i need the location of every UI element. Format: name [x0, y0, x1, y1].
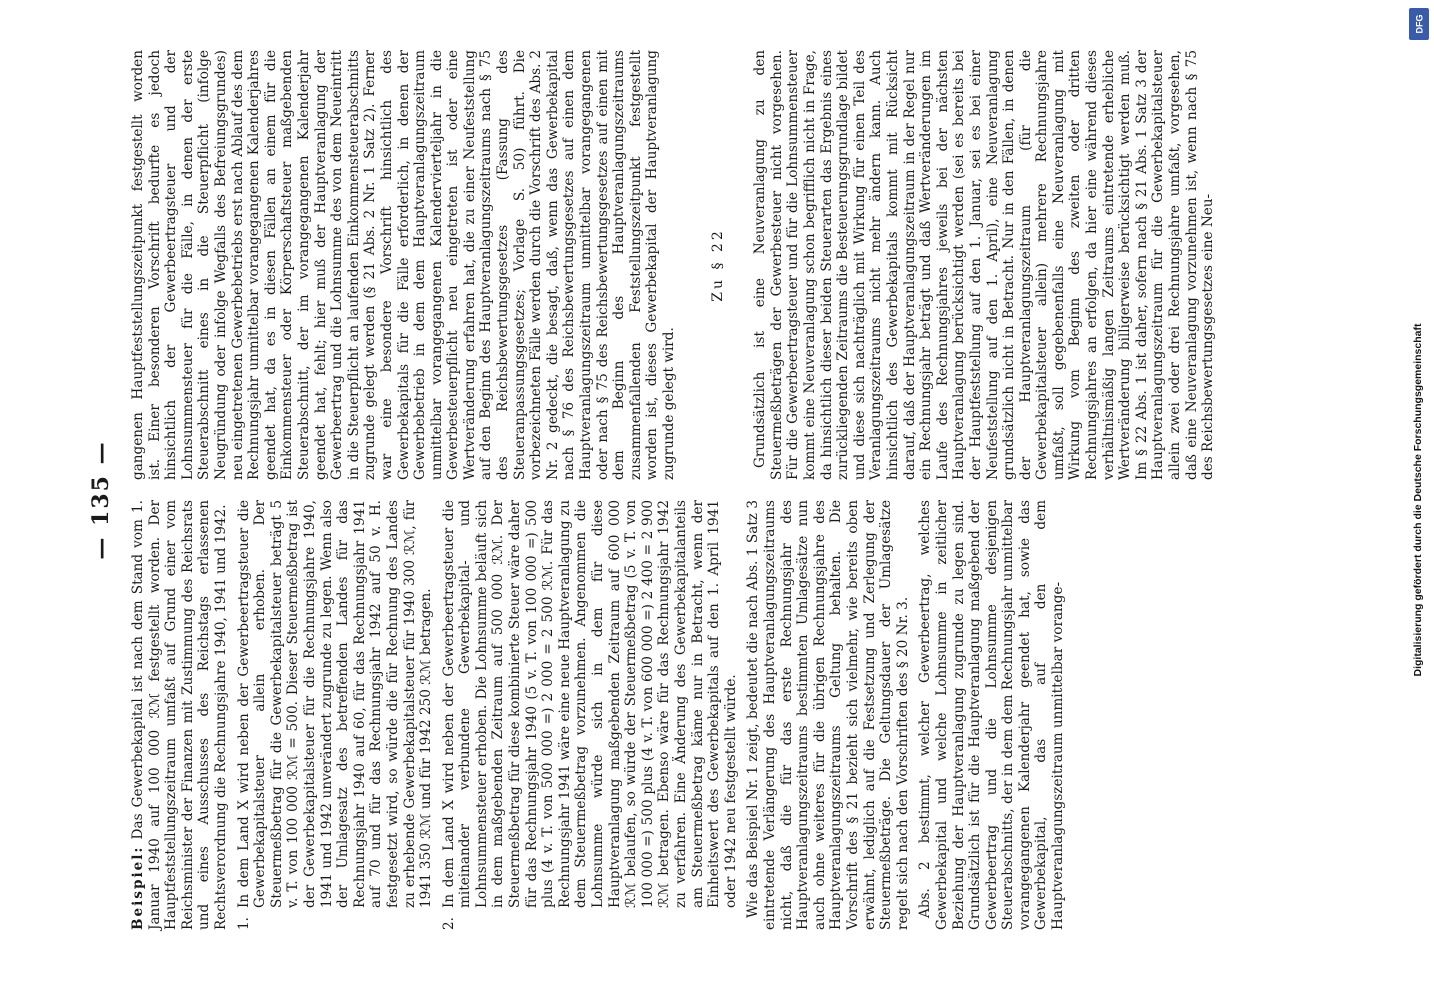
digitization-credit-text: Digitalisierung gefördert durch die Deutsche Forschungsgemeinschaft	[1412, 323, 1424, 677]
example-intro-text: Das Gewerbekapital ist nach dem Stand vom 1. Januar 1940 auf 100 000 ℛℳ festgestellt worden. Der Hauptfeststellungszeitraum umfaßt auf Grund einer vom Reichsminister der Finanzen mit Zustimmung des Reichsrats und eines Ausschusses des Reichstags erlassenen Rechtsverordnung die Rechnungsjahre 1940, 1941 und 1942.	[130, 500, 229, 930]
digitization-credit-strip	[1404, 0, 1432, 1000]
item-number: 1.	[235, 917, 252, 930]
page-number: — 135 —	[88, 440, 114, 560]
item-text: In dem Land X wird neben der Gewerbeertragsteuer die Gewerbekapitalsteuer allein erhoben. Der Steuermeßbetrag für die Gewerbekapitalsteuer beträgt 5 v. T. von 100 000 ℛℳ = 500. Dieser Steuermeßbetrag ist der Gewerbekapitalsteuer für die Rechnungsjahre 1940, 1941 und 1942 unverändert zugrunde zu legen. Wenn also der Umlagesatz des betreffenden Landes für das Rechnungsjahr 1940 auf 60, für das Rechnungsjahr 1941 auf 70 und für das Rechnungsjahr 1942 auf 50 v. H. festgesetzt wird, so würde die für Rechnung des Landes zu erhebende Gewerbekapitalsteuer für 1940 300 ℛℳ, für 1941 350 ℛℳ und für 1942 250 ℛℳ betragen.	[235, 500, 435, 908]
paragraph: Grundsätzlich ist eine Neuveranlagung zu den Steuermeßbeträgen der Gewerbesteuer nicht vorgesehen. Für die Gewerbeertragsteuer und für die Lohnsummensteuer kommt eine Neuveranlagung schon begrifflich nicht in Frage, da hinsichtlich dieser beiden Steuerarten das Ergebnis eines zurückliegenden Zeitraums die Besteuerungsgrundlage bildet und diese sich nachträglich mit Wirkung für einen Teil des Veranlagungszeitraums nicht mehr ändern kann. Auch hinsichtlich des Gewerbekapitals kommt mit Rücksicht darauf, daß der Hauptveranlagungszeitraum in der Regel nur ein Rechnungsjahr beträgt und daß Wertveränderungen im Laufe des Rechnungsjahres jeweils bei der nächsten Hauptveranlagung berücksichtigt werden (sei es bereits bei der Hauptfeststellung auf den 1. Januar, sei es bei einer Neufeststellung auf den 1. April), eine Neuveranlagung grundsätzlich nicht in Betracht. Nur in den Fällen, in denen der Hauptveranlagungszeitraum (für die Gewerbekapitalsteuer allein) mehrere Rechnungsjahre umfaßt, soll gegebenenfalls eine Neuveranlagung mit Wirkung vom Beginn des zweiten oder dritten Rechnungsjahres an erfolgen, da hier eine während dieses verhältnismäßig langen Zeitraums eintretende erhebliche Wertveränderung billigerweise berücksichtigt werden muß. Im § 22 Abs. 1 ist daher, sofern nach § 21 Abs. 1 Satz 3 der Hauptveranlagungszeitraum für die Gewerbekapitalsteuer allein zwei oder drei Rechnungsjahre umfaßt, vorgesehen, daß eine Neuveranlagung vorzunehmen ist, wenn nach § 75 des Reichsbewertungsgesetzes eine Neu-	[752, 50, 1217, 480]
dfg-logo: DFG	[1409, 8, 1429, 40]
item-text: In dem Land X wird neben der Gewerbeertragsteuer die miteinander verbundene Gewerbekapital- und Lohnsummensteuer erhoben. Die Lohnsumme beläuft sich in dem maßgebenden Zeitraum auf 500 000 ℛℳ. Der Steuermeßbetrag für diese kombinierte Steuer wäre daher für das Rechnungsjahr 1940 (5 v. T. von 100 000 =) 500 plus (4 v. T. von 500 000 =) 2 000 = 2 500 ℛℳ. Für das Rechnungsjahr 1941 wäre eine neue Hauptveranlagung zu dem Steuermeßbetrag vorzunehmen. Angenommen die Lohnsumme würde sich in dem für diese Hauptveranlagung maßgebenden Zeitraum auf 600 000 ℛℳ belaufen, so würde der Steuermeßbetrag (5 v. T. von 100 000 =) 500 plus (4 v. T. von 600 000 =) 2 400 = 2 900 ℛℳ betragen. Ebenso wäre für das Rechnungsjahr 1942 zu verfahren. Eine Änderung des Gewerbekapitalanteils am Steuermeßbetrag käme nur in Betracht, wenn der Einheitswert des Gewerbekapitals auf den 1. April 1941 oder 1942 neu festgestellt würde.	[440, 500, 739, 908]
item-number: 2.	[440, 917, 457, 930]
paragraph: Wie das Beispiel Nr. 1 zeigt, bedeutet die nach Abs. 1 Satz 3 eintretende Verlängerung des Hauptveranlagungszeitraums nicht, daß die für das erste Rechnungsjahr des Hauptveranlagungszeitraums bestimmten Umlagesätze nun auch ohne weiteres für die übrigen Rechnungsjahre des Hauptveranlagungszeitraums Geltung behalten. Die Vorschrift des § 21 bezieht sich vielmehr, wie bereits oben erwähnt, lediglich auf die Festsetzung und Zerlegung der Steuermeßbeträge. Die Geltungsdauer der Umlagesätze regelt sich nach den Vorschriften des § 20 Nr. 3.	[745, 500, 911, 930]
example-lead: Beispiel:	[130, 845, 146, 930]
example-item-2	[441, 500, 740, 930]
right-column	[130, 50, 1223, 480]
example-item-1	[236, 500, 435, 930]
paragraph: gangenen Hauptfeststellungszeitpunkt festgestellt worden ist. Einer besonderen Vorschrift bedurfte es jedoch hinsichtlich der Gewerbeertragsteuer und der Lohnsummensteuer für die Fälle, in denen der erste Steuerabschnitt eines in die Steuerpflicht (infolge Neugründung oder infolge Wegfalls des Befreiungsgrundes) neu eingetretenen Gewerbebetriebs erst nach Ablauf des dem Rechnungsjahr unmittelbar vorangegangenen Kalenderjahres geendet hat, da es in diesen Fällen an einem für die Einkommensteuer oder Körperschaftsteuer maßgebenden Steuerabschnitt, der im vorangegangenen Kalenderjahr geendet hat, fehlt; hier muß der Hauptveranlagung der Gewerbeertrag und die Lohnsumme des von dem Neueintritt in die Steuerpflicht an laufenden Einkommensteuerabschnitts zugrunde gelegt werden (§ 21 Abs. 2 Nr. 1 Satz 2). Ferner war eine besondere Vorschrift hinsichtlich des Gewerbekapitals für die Fälle erforderlich, in denen der Gewerbebetrieb in dem dem Hauptveranlagungszeitraum unmittelbar vorangegangenen Kalendervierteljahr in die Gewerbesteuerpflicht neu eingetreten ist oder eine Wertveränderung erfahren hat, die zu einer Neufeststellung auf den Beginn des Hauptveranlagungszeitraums nach § 75 des Reichsbewertungsgesetzes (Fassung des Steueranpassungsgesetzes; Vorlage S. 50) führt. Die vorbezeichneten Fälle werden durch die Vorschrift des Abs. 2 Nr. 2 gedeckt, die besagt, daß, wenn das Gewerbekapital nach § 76 des Reichsbewertungsgesetzes auf einen dem Hauptveranlagungszeitraum unmittelbar vorangegangenen oder nach § 75 des Reichsbewertungsgesetzes auf einen mit dem Beginn des Hauptveranlagungszeitraums zusammenfallenden Feststellungszeitpunkt festgestellt worden ist, dieses Gewerbekapital der Hauptveranlagung zugrunde gelegt wird.	[130, 50, 677, 480]
example-intro	[130, 500, 230, 930]
left-column	[130, 500, 1073, 930]
paragraph: Abs. 2 bestimmt, welcher Gewerbeertrag, welches Gewerbekapital und welche Lohnsumme in zeitlicher Beziehung der Hauptveranlagung zugrunde zu legen sind. Grundsätzlich ist für die Hauptveranlagung maßgebend der Gewerbeertrag und die Lohnsumme desjenigen Steuerabschnitts, der in dem dem Rechnungsjahr unmittelbar vorangegangenen Kalenderjahr geendet hat, sowie das Gewerbekapital, das auf den dem Hauptveranlagungszeitraum unmittelbar vorange-	[917, 500, 1067, 930]
section-heading: Zu § 22	[709, 228, 726, 302]
